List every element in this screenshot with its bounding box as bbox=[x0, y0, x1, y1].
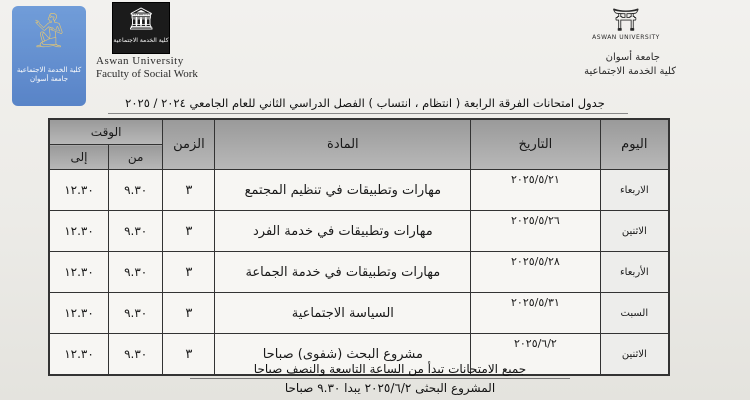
cell-date: ٢٠٢٥/٥/٢٨ bbox=[471, 252, 600, 293]
table-row bbox=[49, 293, 669, 334]
header-from: من bbox=[109, 145, 163, 170]
cell-to: ١٢.٣٠ bbox=[49, 170, 109, 211]
arabic-faculty-name: كلية الخدمة الاجتماعية bbox=[584, 66, 676, 77]
cell-to: ١٢.٣٠ bbox=[49, 211, 109, 252]
cell-duration: ٣ bbox=[163, 334, 215, 376]
header-duration: الزمن bbox=[163, 119, 215, 170]
cell-to: ١٢.٣٠ bbox=[49, 252, 109, 293]
cell-from: ٩.٣٠ bbox=[109, 293, 163, 334]
cell-from: ٩.٣٠ bbox=[109, 252, 163, 293]
table-row bbox=[49, 252, 669, 293]
cell-to: ١٢.٣٠ bbox=[49, 293, 109, 334]
faculty-seal-caption: كلية الخدمة الاجتماعية bbox=[113, 37, 169, 44]
faculty-badge-logo bbox=[12, 6, 86, 106]
arabic-university-name: جامعة أسوان bbox=[605, 52, 660, 63]
cell-from: ٩.٣٠ bbox=[109, 211, 163, 252]
english-university-name: Aswan University bbox=[96, 55, 184, 67]
aswan-logo-caption: ASWAN UNIVERSITY bbox=[592, 34, 660, 41]
pharaoh-icon: 𓀀 bbox=[33, 16, 65, 56]
faculty-seal-logo bbox=[112, 2, 170, 54]
building-icon: 🏛 bbox=[127, 7, 155, 32]
cell-subject: مهارات وتطبيقات في تنظيم المجتمع bbox=[215, 170, 471, 211]
english-faculty-name: Faculty of Social Work bbox=[96, 68, 198, 80]
header-time: الوقت bbox=[49, 119, 163, 145]
table-row bbox=[49, 170, 669, 211]
temple-icon: ⛩ bbox=[612, 8, 640, 33]
footnote-underline bbox=[190, 378, 570, 379]
cell-day: الاربعاء bbox=[600, 170, 669, 211]
cell-date: ٢٠٢٥/٥/٢١ bbox=[471, 170, 600, 211]
cell-day: الأربعاء bbox=[600, 252, 669, 293]
table-row bbox=[49, 211, 669, 252]
cell-to: ١٢.٣٠ bbox=[49, 334, 109, 376]
cell-subject: مهارات وتطبيقات في خدمة الجماعة bbox=[215, 252, 471, 293]
cell-day: الاثنين bbox=[600, 211, 669, 252]
cell-duration: ٣ bbox=[163, 170, 215, 211]
cell-date: ٢٠٢٥/٦/٢ bbox=[471, 334, 600, 376]
cell-subject: مهارات وتطبيقات في خدمة الفرد bbox=[215, 211, 471, 252]
header-to: إلى bbox=[49, 145, 109, 170]
cell-date: ٢٠٢٥/٥/٢٦ bbox=[471, 211, 600, 252]
aswan-university-logo bbox=[590, 8, 662, 48]
cell-date: ٢٠٢٥/٥/٣١ bbox=[471, 293, 600, 334]
cell-day: الاثنين bbox=[600, 334, 669, 376]
cell-subject: مشروع البحث (شفوى) صباحا bbox=[215, 334, 471, 376]
cell-subject: السياسة الاجتماعية bbox=[215, 293, 471, 334]
cell-duration: ٣ bbox=[163, 293, 215, 334]
document-title: جدول امتحانات الفرقة الرابعة ( انتظام ، انتساب ) الفصل الدراسي الثاني للعام الجامعي ٢٠٢٤ / ٢٠٢٥ bbox=[125, 96, 605, 110]
header-day: اليوم bbox=[600, 119, 669, 170]
title-underline bbox=[108, 113, 628, 114]
exam-schedule-table bbox=[48, 118, 670, 376]
header-date: التاريخ bbox=[471, 119, 600, 170]
header-subject: المادة bbox=[215, 119, 471, 170]
faculty-badge-caption: كلية الخدمة الاجتماعية جامعة أسوان bbox=[16, 66, 82, 83]
footnote-start-time: جميع الامتحانات تبدأ من الساعة التاسعة والنصف صباحا bbox=[253, 362, 527, 376]
cell-from: ٩.٣٠ bbox=[109, 334, 163, 376]
cell-duration: ٣ bbox=[163, 252, 215, 293]
cell-day: السبت bbox=[600, 293, 669, 334]
footnote-research-project: المشروع البحثى ٢٠٢٥/٦/٢ يبدا ٩.٣٠ صباحا bbox=[284, 381, 496, 395]
cell-from: ٩.٣٠ bbox=[109, 170, 163, 211]
table-header-row bbox=[49, 119, 669, 145]
cell-duration: ٣ bbox=[163, 211, 215, 252]
